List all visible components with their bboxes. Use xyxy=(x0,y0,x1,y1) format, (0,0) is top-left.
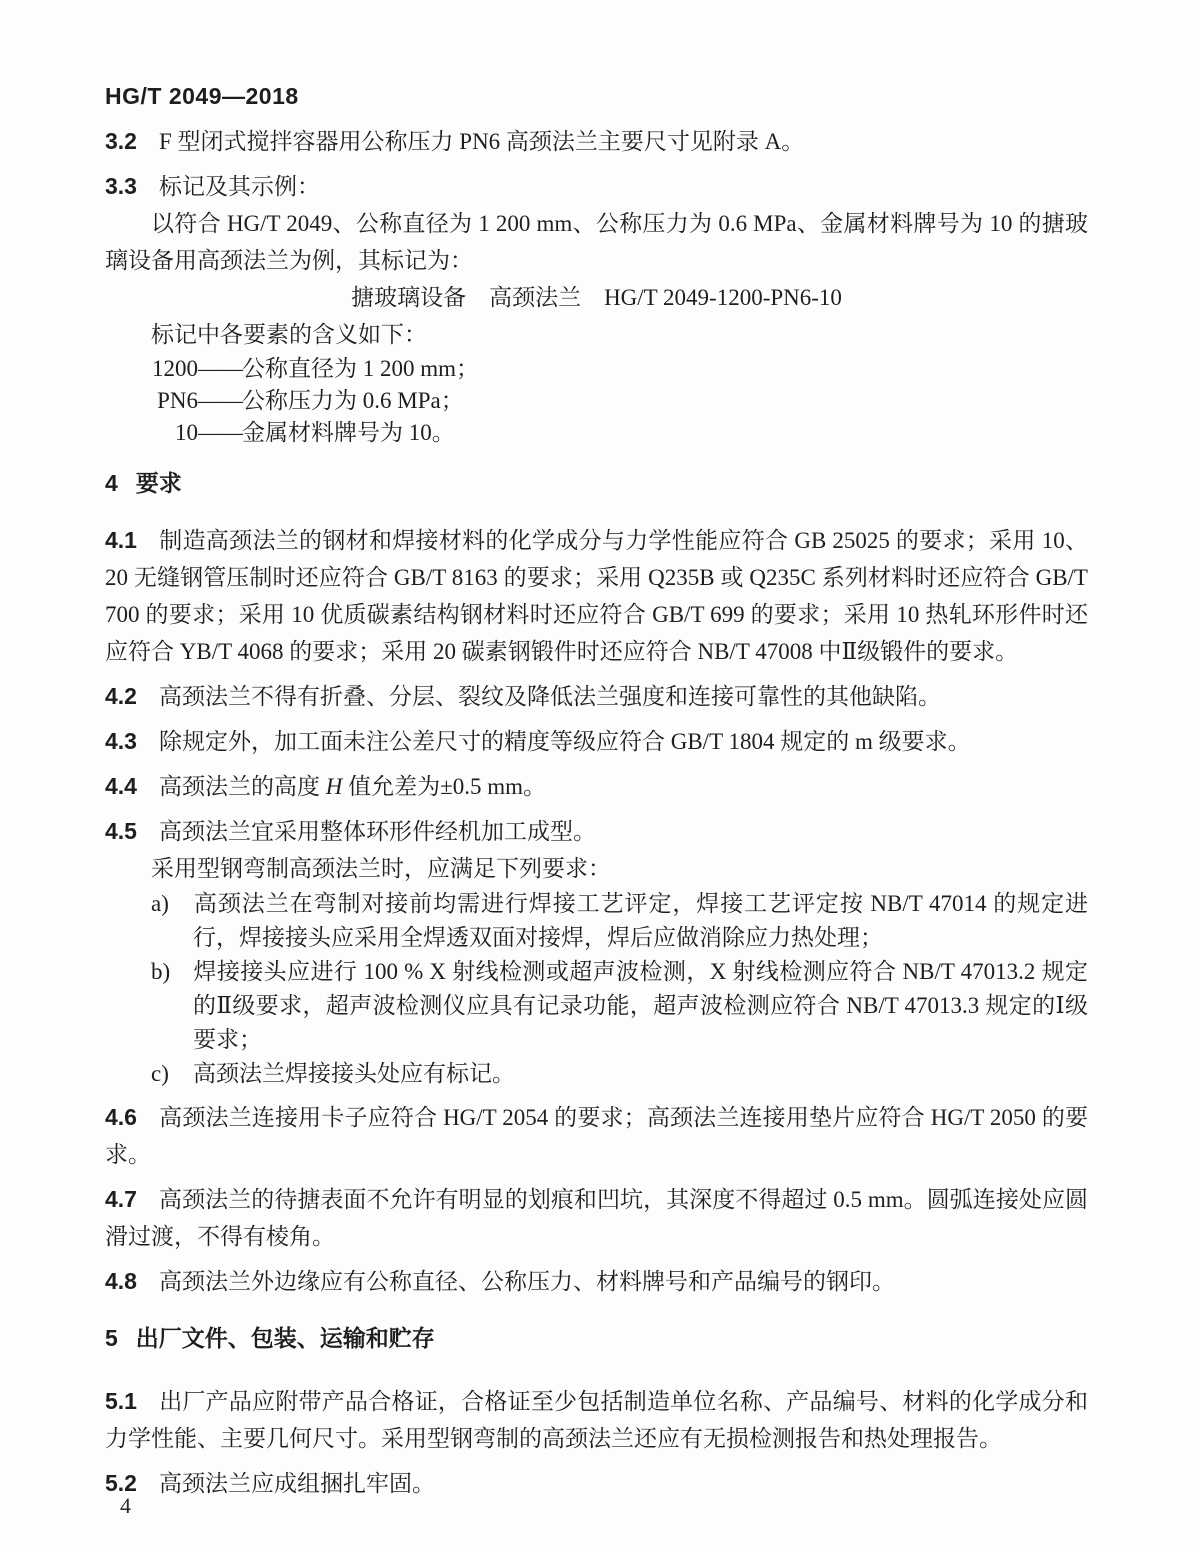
clause-5-1 xyxy=(105,1383,1088,1457)
clause-text: 高颈法兰应成组捆扎牢固。 xyxy=(158,1471,435,1496)
definition-line xyxy=(105,417,1088,449)
clause-5-2 xyxy=(105,1465,1088,1502)
standard-number-header: HG/T 2049—2018 xyxy=(105,83,299,109)
clause-number: 4.3 xyxy=(105,728,137,754)
clause-4-4 xyxy=(105,768,1088,805)
clause-4-7 xyxy=(105,1181,1088,1255)
clause-number: 3.3 xyxy=(105,173,137,199)
variable-h: H xyxy=(325,774,343,799)
clause-text: 高颈法兰不得有折叠、分层、裂纹及降低法兰强度和连接可靠性的其他缺陷。 xyxy=(158,684,941,709)
list-item-a xyxy=(105,887,1088,955)
clause-text: 高颈法兰外边缘应有公称直径、公称压力、材料牌号和产品编号的钢印。 xyxy=(158,1269,895,1294)
clause-number: 4.2 xyxy=(105,683,137,709)
list-item-c xyxy=(105,1057,1088,1091)
clause-number: 4.5 xyxy=(105,818,137,844)
item-text: 高颈法兰在弯制对接前均需进行焊接工艺评定，焊接工艺评定按 NB/T 47014 的规定进行，焊接接头应采用全焊透双面对接焊，焊后应做消除应力热处理； xyxy=(193,891,1088,950)
clause-number: 4.4 xyxy=(105,773,137,799)
definition-line xyxy=(105,385,1088,417)
list-item-b xyxy=(105,955,1088,1057)
clause-number: 4.7 xyxy=(105,1186,137,1212)
clause-4-8 xyxy=(105,1263,1088,1300)
clause-3-2 xyxy=(105,123,1088,160)
item-text: 焊接接头应进行 100 % X 射线检测或超声波检测，X 射线检测应符合 NB/T 47013.2 规定的Ⅱ级要求，超声波检测仪应具有记录功能，超声波检测应符合 NB/T 47013.3 规定的Ⅰ级要求； xyxy=(193,959,1088,1052)
definition-line xyxy=(105,353,1088,385)
clause-text: 标记及其示例： xyxy=(158,174,320,199)
clause-number: 4.1 xyxy=(105,527,137,553)
clause-4-6 xyxy=(105,1099,1088,1173)
item-label: b) xyxy=(151,959,171,984)
clause-text: 出厂产品应附带产品合格证，合格证至少包括制造单位名称、产品编号、材料的化学成分和力学性能、主要几何尺寸。采用型钢弯制的高颈法兰还应有无损检测报告和热处理报告。 xyxy=(105,1389,1088,1451)
clause-4-5 xyxy=(105,813,1088,850)
designation-example: 搪玻璃设备 高颈法兰 HG/T 2049-1200-PN6-10 xyxy=(351,285,842,310)
clause-text: 高颈法兰连接用卡子应符合 HG/T 2054 的要求；高颈法兰连接用垫片应符合 HG/T 2050 的要求。 xyxy=(105,1105,1088,1167)
definition-desc: 金属材料牌号为 10。 xyxy=(242,420,455,445)
clause-number: 5.1 xyxy=(105,1388,137,1414)
clause-4-5-sub-intro: 采用型钢弯制高颈法兰时，应满足下列要求： xyxy=(151,856,611,881)
definition-term: 10 xyxy=(175,420,198,445)
definition-dash: —— xyxy=(198,356,242,381)
section-title: 出厂文件、包装、运输和贮存 xyxy=(135,1325,435,1351)
item-text: 高颈法兰焊接接头处应有标记。 xyxy=(193,1061,515,1086)
section-number: 4 xyxy=(105,470,118,496)
clause-text: 制造高颈法兰的钢材和焊接材料的化学成分与力学性能应符合 GB 25025 的要求；采用 10、20 无缝钢管压制时还应符合 GB/T 8163 的要求；采用 Q235B 或 Q235C 系列材料时还应符合 GB/T 700 的要求；采用 10 优质碳素结构钢材料时还应符合 GB/T 699 的要求；采用 10 热轧环形件时还应符合 YB/T 4068 的要求；采用 20 碳素钢锻件时还应符合 NB/T 47008 中Ⅱ级锻件的要求。 xyxy=(105,528,1088,664)
clause-4-1 xyxy=(105,522,1088,670)
section-4-heading xyxy=(105,465,1088,502)
definition-desc: 公称压力为 0.6 MPa； xyxy=(242,388,464,413)
item-label: a) xyxy=(151,891,169,916)
definition-dash: —— xyxy=(198,388,242,413)
clause-number: 4.8 xyxy=(105,1268,137,1294)
section-5-heading xyxy=(105,1320,1088,1357)
item-label: c) xyxy=(151,1061,169,1086)
marking-example-intro: 以符合 HG/T 2049、公称直径为 1 200 mm、公称压力为 0.6 MPa、金属材料牌号为 10 的搪玻璃设备用高颈法兰为例，其标记为： xyxy=(105,211,1088,273)
legend-intro: 标记中各要素的含义如下： xyxy=(151,322,427,347)
clause-text: 值允差为±0.5 mm。 xyxy=(342,774,547,799)
definition-term: PN6 xyxy=(157,388,198,413)
clause-number: 5.2 xyxy=(105,1470,137,1496)
clause-4-2 xyxy=(105,678,1088,715)
definition-term: 1200 xyxy=(152,356,198,381)
clause-text: 高颈法兰宜采用整体环形件经机加工成型。 xyxy=(158,819,596,844)
clause-text: 高颈法兰的待搪表面不允许有明显的划痕和凹坑，其深度不得超过 0.5 mm。圆弧连接处应圆滑过渡，不得有棱角。 xyxy=(105,1187,1088,1249)
clause-number: 3.2 xyxy=(105,128,137,154)
clause-text: 除规定外，加工面未注公差尺寸的精度等级应符合 GB/T 1804 规定的 m 级要求。 xyxy=(158,729,971,754)
clause-4-3 xyxy=(105,723,1088,760)
section-title: 要求 xyxy=(135,470,182,496)
clause-text: F 型闭式搅拌容器用公称压力 PN6 高颈法兰主要尺寸见附录 A。 xyxy=(158,129,805,154)
page-number: 4 xyxy=(120,1493,131,1518)
clause-text: 高颈法兰的高度 xyxy=(158,774,326,799)
section-number: 5 xyxy=(105,1325,118,1351)
definition-dash: —— xyxy=(198,420,242,445)
clause-3-3 xyxy=(105,168,1088,205)
definition-desc: 公称直径为 1 200 mm； xyxy=(242,356,480,381)
clause-number: 4.6 xyxy=(105,1104,137,1130)
